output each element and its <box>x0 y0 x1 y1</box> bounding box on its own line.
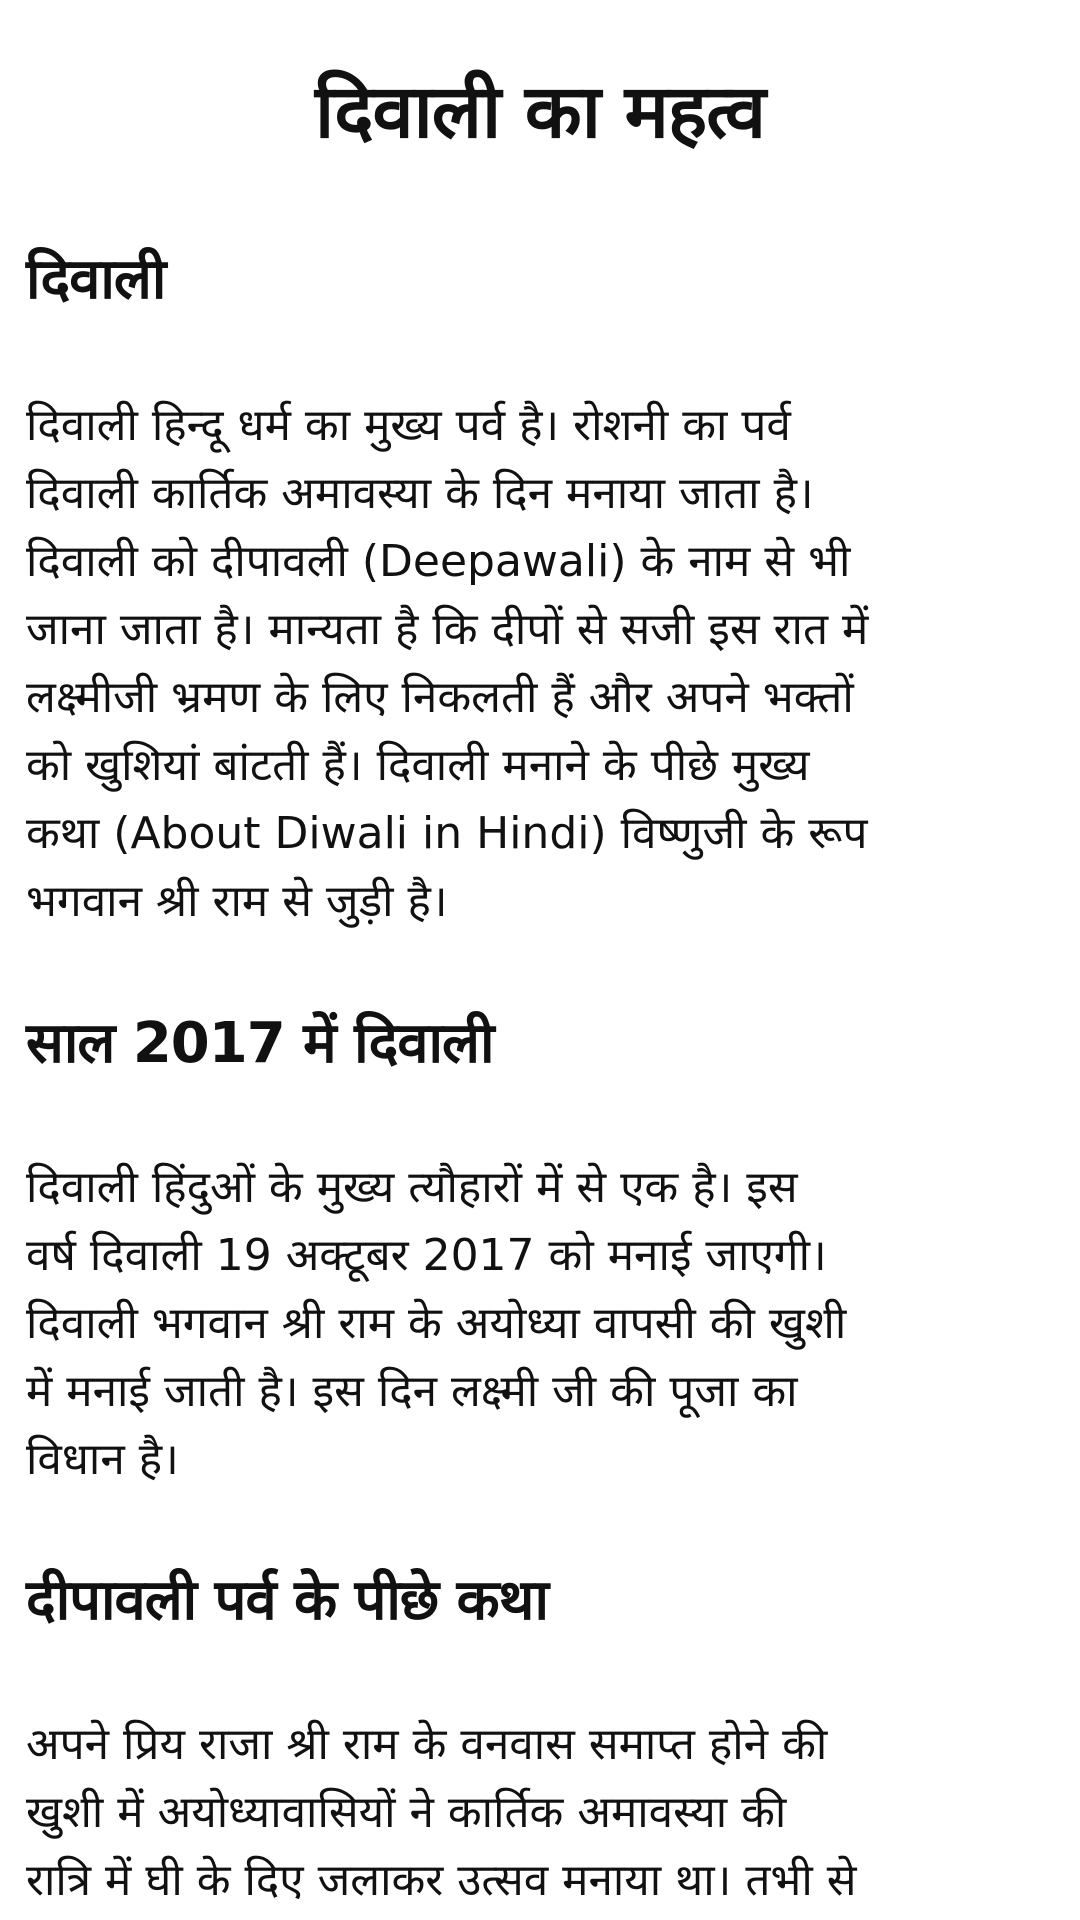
paragraph-line: विधान है। <box>26 1434 179 1485</box>
paragraph-line: दिवाली हिन्दू धर्म का मुख्य पर्व है। रोशनी का पर्व <box>26 400 791 451</box>
paragraph-line: दिवाली को दीपावली (Deepawali) के नाम से भी <box>26 536 851 587</box>
paragraph-line: लक्ष्मीजी भ्रमण के लिए निकलती हैं और अपने भक्तों <box>26 672 854 723</box>
paragraph-line: भगवान श्री राम से जुड़ी है। <box>26 876 448 927</box>
paragraph-line: दिवाली भगवान श्री राम के अयोध्या वापसी की खुशी <box>26 1298 847 1349</box>
paragraph-line: दिवाली हिंदुओं के मुख्य त्यौहारों में से एक है। इस <box>26 1162 798 1213</box>
paragraph-diwali-2017 <box>26 1154 846 1494</box>
section-heading-deepawali-katha: दीपावली पर्व के पीछे कथा <box>26 1568 548 1633</box>
section-heading-diwali: दिवाली <box>26 247 166 312</box>
paragraph-line: रात्रि में घी के दिए जलाकर उत्सव मनाया था। तभी से <box>26 1855 857 1906</box>
paragraph-line: जाना जाता है। मान्यता है कि दीपों से सजी इस रात में <box>26 604 869 655</box>
paragraph-line: अपने प्रिय राजा श्री राम के वनवास समाप्त होने की <box>26 1719 828 1770</box>
paragraph-line: दिवाली कार्तिक अमावस्या के दिन मनाया जाता है। <box>26 468 814 519</box>
paragraph-line: खुशी में अयोध्यावासियों ने कार्तिक अमावस्या की <box>26 1787 787 1838</box>
paragraph-line: वर्ष दिवाली 19 अक्टूबर 2017 को मनाई जाएगी। <box>26 1230 827 1281</box>
paragraph-line: को खुशियां बांटती हैं। दिवाली मनाने के पीछे मुख्य <box>26 740 810 791</box>
section-heading-diwali-2017: साल 2017 में दिवाली <box>26 1011 494 1076</box>
paragraph-line: में मनाई जाती है। इस दिन लक्ष्मी जी की पूजा का <box>26 1366 798 1417</box>
paragraph-diwali <box>26 392 868 936</box>
paragraph-deepawali-katha <box>26 1711 857 1915</box>
page-title: दिवाली का महत्व <box>315 69 765 155</box>
paragraph-line: कथा (About Diwali in Hindi) विष्णुजी के रूप <box>26 808 868 859</box>
